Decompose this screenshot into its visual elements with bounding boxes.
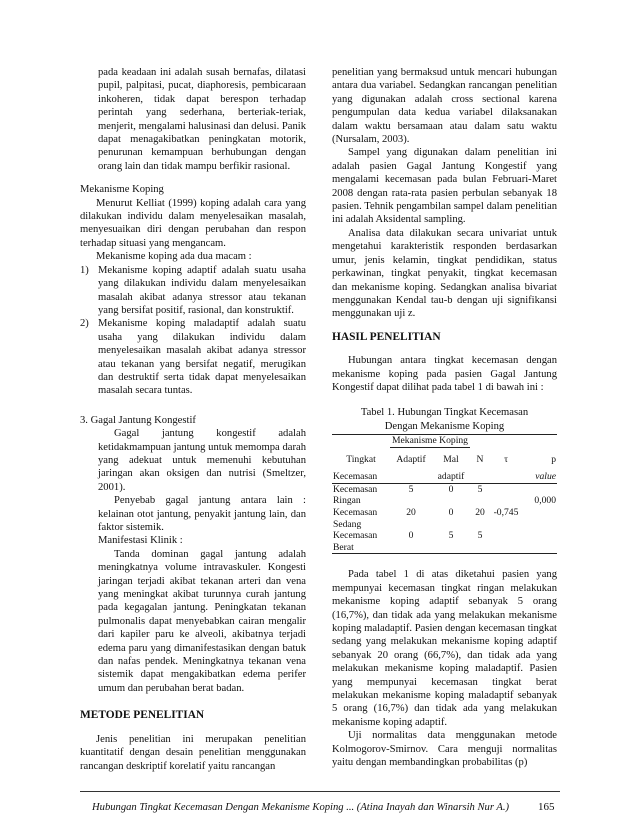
- heart-failure-heading: 3. Gagal Jantung Kongestif: [80, 414, 196, 426]
- anxiety-panic-paragraph: pada keadaan ini adalah susah bernafas, dilatasi pupil, palpitasi, pucat, diaphoresis, pembicaraan inkoheren, tidak dapat berespon terhadap perintah yang sederhana, berteriak-teriak, menjerit, mengalami halusinasi dan delusi. Panik dapat menagakibatkan peningkatan motorik, penurunan kemampuan berhubungan dengan orang lain dan tidak mampu berfikir rasional.: [98, 67, 307, 172]
- heart-failure-definition: Gagal jantung kongestif adalah ketidakmampuan jantung untuk memompa darah yang adekuat untuk memenuhi kebutuhan jaringan akan oksigen dan nutrisi (Smeltzer, 2001).: [98, 428, 306, 493]
- design-paragraph: penelitian yang bermaksud untuk mencari hubungan antara dua variabel. Sedangkan rancangan penelitian yang digunakan adalah cross sectional karena pengumpulan data kedua variabel dilaksanakan dalam waktu bersamaan atau dalam satu waktu (Nursalam, 2003).: [332, 67, 557, 146]
- results-table: [332, 434, 557, 554]
- method-paragraph: Jenis penelitian ini merupakan penelitian kuantitatif dengan desain penelitian menggunakan rancangan deskriptif korelatif yaitu rancangan: [80, 733, 306, 772]
- table-header-adaptif: Adaptif: [396, 453, 426, 465]
- normality-paragraph: Uji normalitas data menggunakan metode Kolmogorov-Smirnov. Cara menguji normalitas yaitu dengan membandingkan probabilitas (p): [332, 730, 557, 768]
- coping-heading: Mekanisme Koping: [80, 184, 164, 196]
- heart-failure-causes: Penyebab gagal jantung antara lain : kelainan otot jantung, penyakit jantung lain, dan faktor sistemik.: [98, 495, 306, 533]
- coping-definition-paragraph: Menurut Kelliat (1999) koping adalah cara yang dilakukan individu dalam menyelesaikan masalah, menyesuaikan diri dengan perubahan dan respon terhadap situasi yang mengancam.: [80, 197, 306, 249]
- right-column: [332, 66, 557, 769]
- table-header-kecemasan: Kecemasan: [333, 471, 378, 483]
- table-group-header: Mekanisme Koping: [390, 435, 470, 448]
- table-row: Kecemasan 20 0 20 -0,745: [332, 507, 557, 519]
- table-header-value: value: [535, 471, 556, 483]
- table-discussion-paragraph: Pada tabel 1 di atas diketahui pasien yang mempunyai kecemasan tingkat ringan melakukan mekanisme koping adaptif sebanyak 5 orang (16,7%), dan tidak ada yang melakukan mekanisme koping maladaptif. Pasien dengan kecemasan tingkat sedang yang melakukan mekanisme koping adaptif sebanyak 20 orang (66,7%), dan tidak ada yang melakukan mekanisme koping maladaptif. Pasien yang mempunyai kecemasan tingkat berat melakukan mekanisme koping maladaptif sebanyak 5 orang (16,7%) dan tidak ada yang melakukan mekanisme koping adaptif.: [332, 569, 557, 728]
- table-caption: Tabel 1. Hubungan Tingkat Kecemasan Dengan Mekanisme Koping: [360, 407, 529, 432]
- table-row: Berat: [332, 542, 557, 554]
- clinical-manifestation-heading: Manifestasi Klinik :: [98, 535, 183, 547]
- table-row: Sedang: [333, 518, 362, 530]
- table-row: Kecemasan 0 5 5: [333, 530, 483, 542]
- table-header-p: p: [551, 453, 556, 465]
- coping-types-intro: Mekanisme koping ada dua macam :: [96, 251, 252, 263]
- clinical-manifestation-paragraph: Tanda dominan gagal jantung adalah meningkatnya volume intravaskuler. Kongesti jaringan terjadi akibat tekanan arteri dan vena yang meningkat akibat turunnya curah jantung pada kegagalan jantung. Peningkatan tekanan pulmonalis dapat menyebabkan cairan mengalir dari kapiler paru ke alveoli, akibatnya terjadi edema paru yang dimanifestasikan dengan batuk dan nafas pendek. Meningkatnya tekanan vena sistemik dapat mengakibatkan edema perifer umum dan perubahan berat badan.: [98, 548, 306, 694]
- table-header-tingkat: Tingkat: [346, 453, 376, 465]
- table-header-mal: Mal: [443, 453, 459, 465]
- tau-value: -0,745: [493, 506, 519, 518]
- footer-rule: [80, 791, 560, 792]
- results-intro-paragraph: Hubungan antara tingkat kecemasan dengan mekanisme koping pada pasien Gagal Jantung Kongestif dapat dilihat pada tabel 1 di bawah ini :: [332, 355, 557, 393]
- table-row: Kecemasan 5 0 5: [333, 483, 483, 495]
- table-row: Ringan 0,000: [333, 495, 556, 507]
- list-item: 2) Mekanisme koping maladaptif adalah suatu usaha yang dilakukan individu dalam menyelesaikan masalah akibat adanya stressor atau tekanan yang bersifat negatif, merugikan dan destruktif serta tidak dapat menyelesaikan masalah secara tuntas.: [80, 318, 306, 397]
- method-heading: METODE PENELITIAN: [80, 709, 205, 722]
- table-header-n: N: [476, 453, 484, 465]
- list-item: 1) Mekanisme koping adaptif adalah suatu usaha yang dilakukan individu dalam menyelesaikan masalah akibat adanya stressor atau tekanan yang bersifat positif, rasional, dan konstruktif.: [80, 264, 306, 316]
- table-header-tau: τ: [504, 453, 508, 465]
- coping-types-list: [80, 264, 306, 398]
- page-number: 165: [538, 801, 555, 813]
- table-header-adaptif2: adaptif: [437, 471, 465, 483]
- heart-failure-section: [80, 427, 306, 695]
- analysis-paragraph: Analisa data dilakukan secara univariat untuk mengetahui karakteristik responden berdasarkan umur, jenis kelamin, tingkat pendidikan, status perkawinan, tingkat penyakit, tingkat kecemasan dan mekanisme koping. Sedangkan analisa bivariat menggunakan Kendal tau-b dengan uji signifikansi menggunakan uji z.: [332, 227, 557, 320]
- sample-paragraph: Sampel yang digunakan dalam penelitian ini adalah pasien Gagal Jantung Kongestif yang mengalami kecemasan pada bulan Februari-Maret 2008 dengan rata-rata pasien perbulan sebanyak 18 pasien. Tehnik pengambilan sampel dalam penelitian ini adalah Aksidental sampling.: [332, 147, 557, 226]
- footer-citation: Hubungan Tingkat Kecemasan Dengan Mekanisme Koping ... (Atina Inayah dan Winarsih Nur A.): [92, 802, 510, 813]
- results-heading: HASIL PENELITIAN: [332, 330, 441, 343]
- left-column: [80, 66, 306, 773]
- p-value: 0,000: [534, 495, 556, 507]
